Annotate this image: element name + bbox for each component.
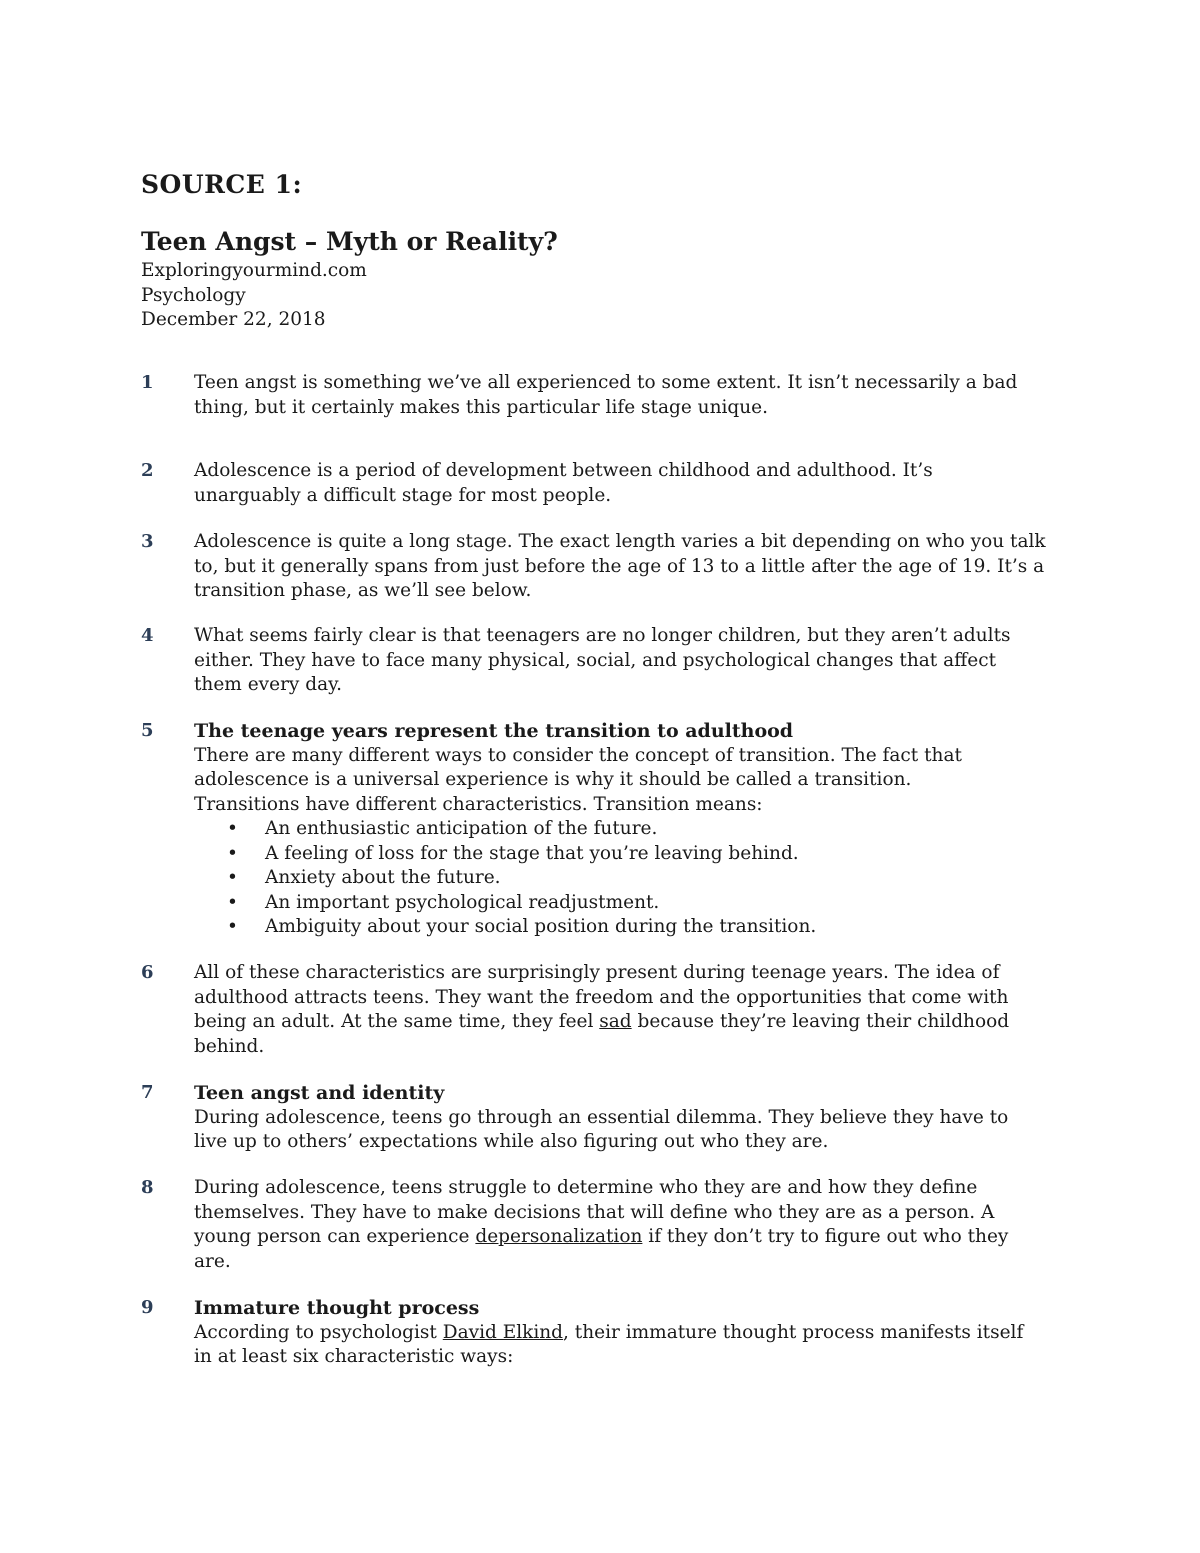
paragraph-line (194, 1225, 1064, 1250)
paragraph-line: All of these characteristics are surprisingly present during teenage years. The idea of (194, 962, 1000, 983)
section-heading: Immature thought process (194, 1297, 480, 1319)
bullet-icon: • (227, 867, 238, 888)
section-heading: The teenage years represent the transition to adulthood (194, 720, 794, 742)
paragraph-number: 2 (141, 460, 154, 481)
paragraph-line: During adolescence, teens go through an essential dilemma. They believe they have to (194, 1106, 1009, 1128)
paragraph-number: 3 (141, 531, 154, 552)
paragraph-line: thing, but it certainly makes this particular life stage unique. (194, 396, 769, 418)
paragraph-number: 5 (141, 720, 154, 741)
paragraph-line: either. They have to face many physical, social, and psychological changes that affect (194, 649, 997, 671)
list-item (194, 915, 1064, 940)
list-item-text: An enthusiastic anticipation of the future. (265, 818, 658, 839)
paragraph-line: Teen angst is something we’ve all experienced to some extent. It isn’t necessarily a bad (194, 372, 1018, 393)
section-heading: Teen angst and identity (194, 1082, 445, 1104)
paragraph-line: unarguably a difficult stage for most people. (194, 484, 612, 506)
paragraph-body (194, 1176, 1064, 1274)
paragraph-number: 4 (141, 625, 154, 646)
paragraph-line: During adolescence, teens struggle to determine who they are and how they define (194, 1177, 978, 1198)
bullet-icon: • (227, 916, 238, 937)
paragraph-number: 6 (141, 962, 154, 983)
paragraph-body (194, 1296, 1064, 1370)
paragraph-body (194, 1081, 1064, 1155)
source-label: SOURCE 1: (141, 170, 303, 199)
sad-link[interactable]: sad (599, 1011, 632, 1032)
paragraph-number: 7 (141, 1082, 154, 1103)
list-item (194, 817, 1064, 842)
list-item (194, 866, 1064, 891)
article-date: December 22, 2018 (141, 309, 326, 330)
text-span: , their immature thought process manifests itself (563, 1321, 1024, 1343)
david-elkind-link[interactable]: David Elkind (442, 1321, 564, 1343)
paragraph-body (194, 624, 1064, 698)
paragraph-line: live up to others’ expectations while also figuring out who they are. (194, 1131, 829, 1152)
paragraph-line: behind. (194, 1035, 265, 1057)
list-item-text: A feeling of loss for the stage that you’re leaving behind. (265, 842, 799, 864)
transition-bullet-list (194, 817, 1064, 940)
list-item (194, 842, 1064, 867)
source-site: Exploringyourmind.com (141, 260, 367, 281)
article-meta (141, 259, 367, 333)
paragraph-line: Transitions have different characteristics. Transition means: (194, 793, 763, 815)
depersonalization-link[interactable]: depersonalization (475, 1226, 643, 1247)
paragraph-number: 9 (141, 1297, 154, 1318)
paragraph-line: There are many different ways to consider the concept of transition. The fact that (194, 744, 962, 766)
article-category: Psychology (141, 284, 246, 306)
paragraph-body (194, 961, 1064, 1059)
paragraph-line (194, 1010, 1064, 1035)
text-span: being an adult. At the same time, they feel (194, 1011, 600, 1032)
paragraph-line: are. (194, 1250, 231, 1272)
list-item-text: An important psychological readjustment. (265, 891, 660, 913)
text-span: young person can experience (194, 1226, 476, 1247)
paragraph-number: 8 (141, 1177, 154, 1198)
article-title: Teen Angst – Myth or Reality? (141, 227, 558, 256)
paragraph-line: Adolescence is a period of development between childhood and adulthood. It’s (194, 460, 933, 481)
paragraph-line: themselves. They have to make decisions that will define who they are as a person. A (194, 1201, 995, 1223)
paragraph-line: What seems fairly clear is that teenagers are no longer children, but they aren’t adults (194, 625, 1011, 646)
list-item-text: Anxiety about the future. (265, 867, 501, 888)
bullet-icon: • (227, 818, 238, 839)
paragraph-line: in at least six characteristic ways: (194, 1346, 514, 1367)
text-span: because they’re leaving their childhood (631, 1011, 1010, 1032)
paragraph-line: adulthood attracts teens. They want the freedom and the opportunities that come with (194, 986, 1009, 1008)
bullet-icon: • (227, 842, 238, 864)
paragraph-line: Adolescence is quite a long stage. The exact length varies a bit depending on who you talk (194, 531, 1046, 552)
paragraph-body (194, 459, 1064, 508)
paragraph-body (194, 719, 1064, 940)
paragraph-line (194, 1321, 1064, 1346)
paragraph-line: adolescence is a universal experience is why it should be called a transition. (194, 769, 912, 790)
paragraph-number: 1 (141, 372, 154, 393)
bullet-icon: • (227, 891, 238, 913)
paragraph-body (194, 371, 1064, 420)
paragraph-line: to, but it generally spans from just before the age of 13 to a little after the age of 19. It’s a (194, 555, 1045, 577)
paragraph-line: transition phase, as we’ll see below. (194, 580, 532, 601)
text-span: if they don’t try to figure out who they (642, 1226, 1009, 1247)
list-item-text: Ambiguity about your social position during the transition. (265, 916, 817, 937)
list-item (194, 891, 1064, 916)
paragraph-body (194, 530, 1064, 604)
text-span: According to psychologist (194, 1321, 443, 1343)
paragraph-line: them every day. (194, 674, 342, 695)
